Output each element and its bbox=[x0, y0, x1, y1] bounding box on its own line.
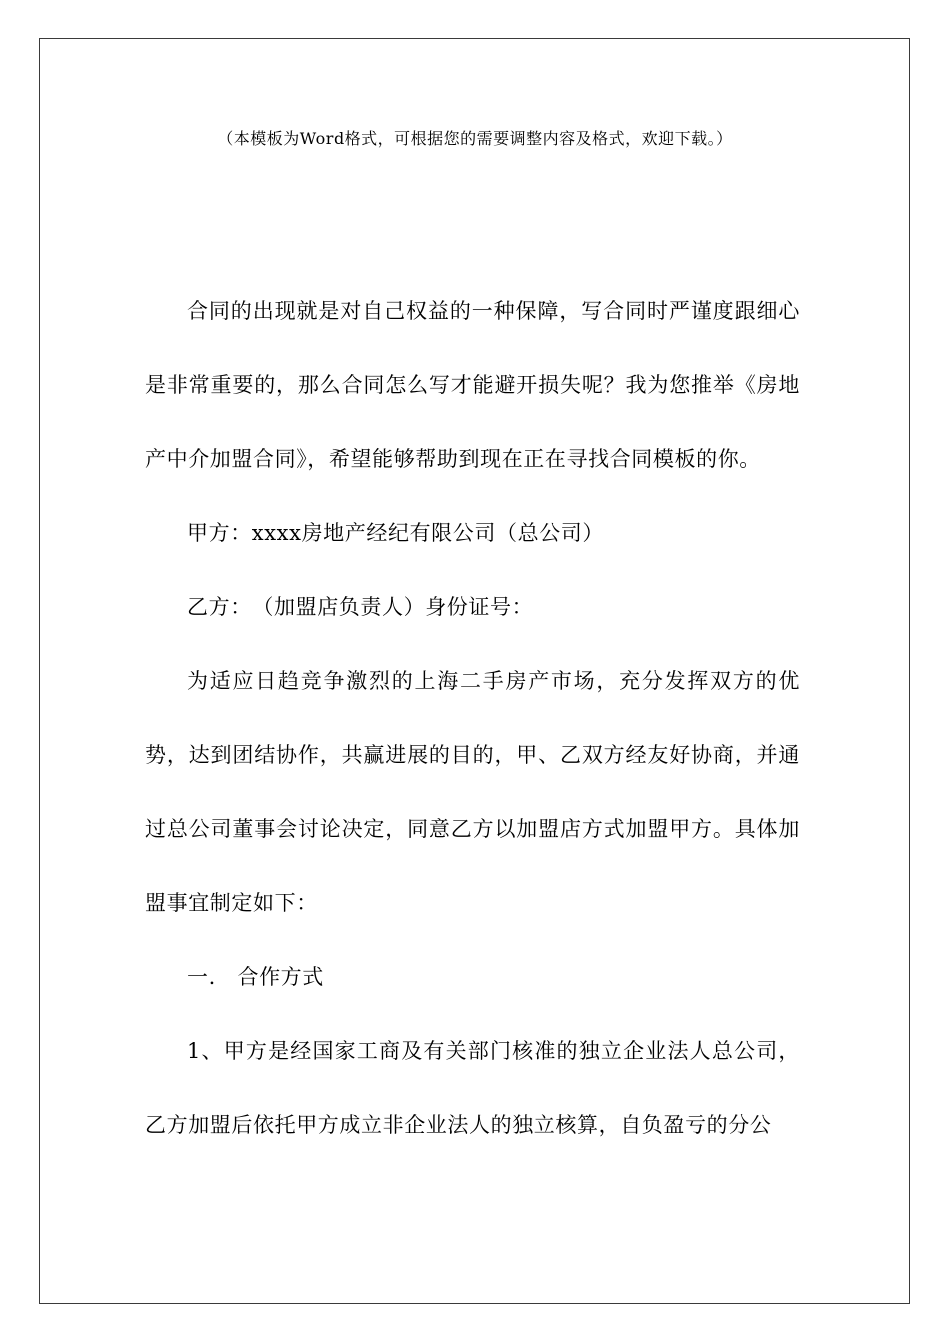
clause-1-paragraph: 1、甲方是经国家工商及有关部门核准的独立企业法人总公司，乙方加盟后依托甲方成立非企业法人的独立核算，自负盈亏的分公 bbox=[145, 1039, 800, 1137]
intro-paragraph: 合同的出现就是对自己权益的一种保障，写合同时严谨度跟细心是非常重要的，那么合同怎么写才能避开损失呢？我为您推举《房地产中介加盟合同》，希望能够帮助到现在正在寻找合同模板的你。 bbox=[145, 299, 800, 471]
section-1-heading: 一. 合作方式 bbox=[187, 965, 324, 989]
purpose-paragraph: 为适应日趋竞争激烈的上海二手房产市场，充分发挥双方的优势，达到团结协作，共赢进展的目的，甲、乙双方经友好协商，并通过总公司董事会讨论决定，同意乙方以加盟店方式加盟甲方。具体加盟事宜制定如下： bbox=[145, 669, 800, 915]
party-b-line: 乙方： （加盟店负责人）身份证号： bbox=[187, 595, 534, 619]
template-notice: （本模板为Word格式，可根据您的需要调整内容及格式，欢迎下载。） bbox=[217, 129, 733, 148]
contract-body bbox=[145, 274, 800, 1162]
party-a-line: 甲方：xxxx房地产经纪有限公司（总公司） bbox=[187, 521, 604, 545]
